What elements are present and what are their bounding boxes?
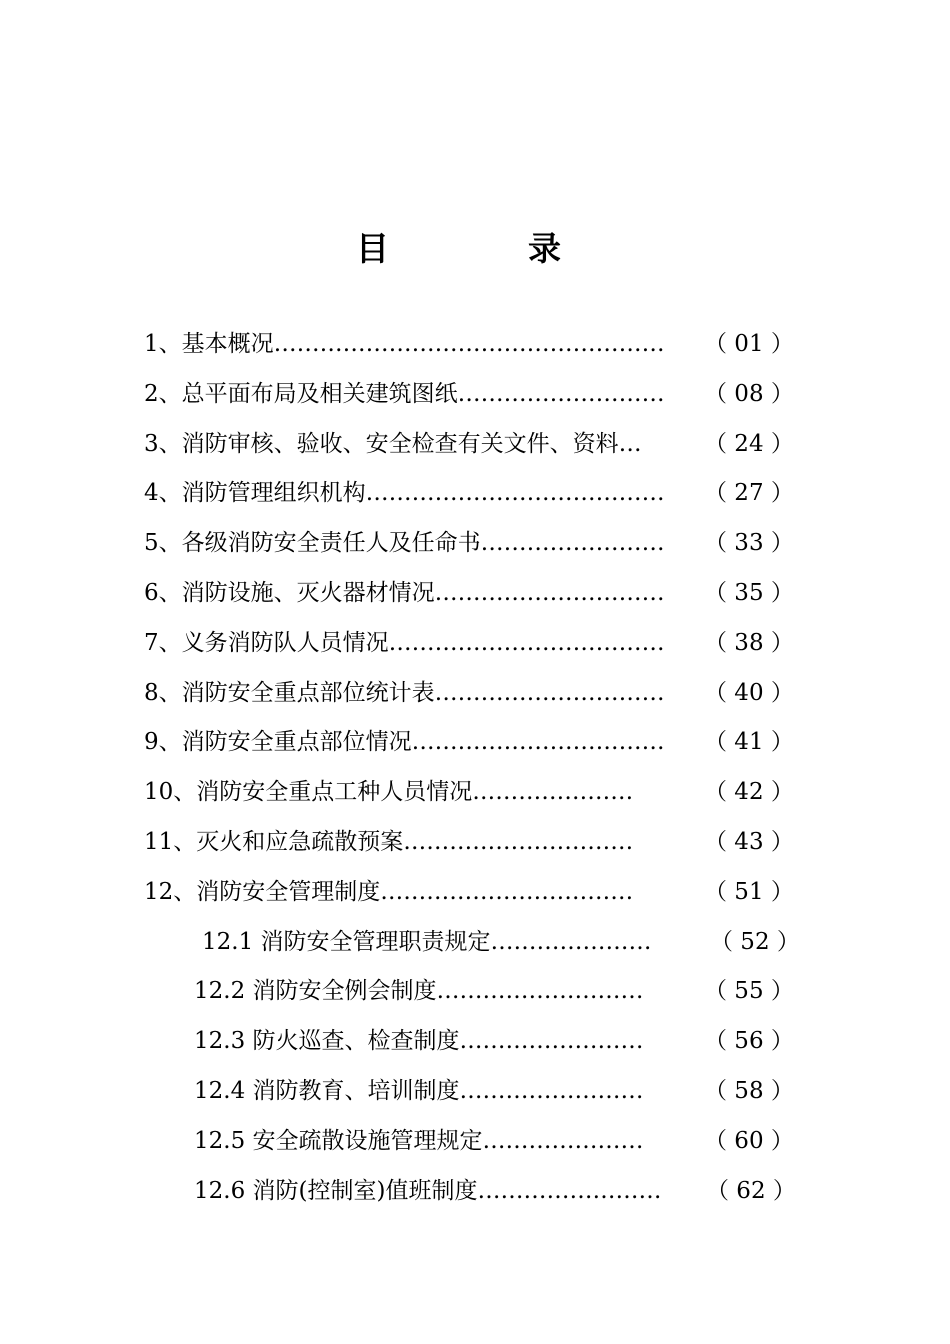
toc-item-2[interactable] <box>0 370 950 420</box>
toc-entry-text: 8、消防安全重点部位统计表………………………… <box>144 679 665 706</box>
toc-item-3[interactable] <box>0 420 950 470</box>
toc-page-number: （ 62 ） <box>706 1177 796 1204</box>
toc-entry-text: 12.4 消防教育、培训制度…………………… <box>194 1077 644 1104</box>
toc-item-4[interactable] <box>0 469 950 519</box>
toc-page-number: （ 27 ） <box>704 480 794 507</box>
toc-entry-text: 12.6 消防(控制室)值班制度…………………… <box>194 1177 662 1204</box>
toc-item-12-1[interactable] <box>0 918 950 968</box>
table-of-contents <box>0 320 950 1216</box>
toc-entry-text: 6、消防设施、灭火器材情况………………………… <box>144 579 665 606</box>
toc-entry-text: 7、义务消防队人员情况……………………………… <box>144 629 665 656</box>
toc-item-12-3[interactable] <box>0 1017 950 1067</box>
toc-item-12-2[interactable] <box>0 967 950 1017</box>
toc-entry-text: 4、消防管理组织机构………………………………… <box>144 480 665 507</box>
toc-item-6[interactable] <box>0 569 950 619</box>
toc-entry-text: 11、灭火和应急疏散预案………………………… <box>144 828 634 855</box>
toc-page-number: （ 56 ） <box>704 1028 794 1055</box>
toc-entry-text: 12.3 防火巡查、检查制度…………………… <box>194 1028 644 1055</box>
toc-page-number: （ 33 ） <box>704 530 794 557</box>
toc-page-number: （ 55 ） <box>704 978 794 1005</box>
toc-entry-text: 9、消防安全重点部位情况…………………………… <box>144 729 665 756</box>
toc-page-number: （ 24 ） <box>704 430 794 457</box>
toc-item-12-4[interactable] <box>0 1067 950 1117</box>
toc-entry-text: 10、消防安全重点工种人员情况………………… <box>144 779 634 806</box>
toc-entry-text: 1、基本概况…………………………………………… <box>144 331 665 357</box>
toc-item-11[interactable] <box>0 818 950 868</box>
toc-entry-text: 12、消防安全管理制度…………………………… <box>144 878 634 905</box>
toc-page-number: （ 60 ） <box>704 1127 794 1154</box>
title-char-2: 录 <box>528 229 561 268</box>
toc-page-number: （ 41 ） <box>704 729 794 756</box>
toc-page-number: （ 01 ） <box>704 331 794 357</box>
toc-item-8[interactable] <box>0 669 950 719</box>
toc-item-12-5[interactable] <box>0 1117 950 1167</box>
toc-page-number: （ 42 ） <box>704 779 794 806</box>
toc-entry-text: 5、各级消防安全责任人及任命书…………………… <box>144 530 665 557</box>
toc-entry-text: 3、消防审核、验收、安全检查有关文件、资料… <box>144 430 642 457</box>
toc-entry-text: 12.1 消防安全管理职责规定………………… <box>202 928 652 955</box>
page-title <box>0 224 950 274</box>
toc-item-12-6[interactable] <box>0 1167 950 1217</box>
toc-page-number: （ 40 ） <box>704 679 794 706</box>
toc-entry-text: 12.2 消防安全例会制度……………………… <box>194 978 644 1005</box>
toc-item-9[interactable] <box>0 718 950 768</box>
title-char-1: 目 <box>356 229 389 268</box>
toc-page-number: （ 38 ） <box>704 629 794 656</box>
toc-item-10[interactable] <box>0 768 950 818</box>
toc-item-12[interactable] <box>0 868 950 918</box>
toc-item-1[interactable] <box>0 320 950 370</box>
toc-page-number: （ 58 ） <box>704 1077 794 1104</box>
toc-item-5[interactable] <box>0 519 950 569</box>
toc-entry-text: 12.5 安全疏散设施管理规定………………… <box>194 1127 644 1154</box>
toc-item-7[interactable] <box>0 619 950 669</box>
toc-page-number: （ 51 ） <box>704 878 794 905</box>
toc-page-number: （ 43 ） <box>704 828 794 855</box>
toc-page-number: （ 52 ） <box>710 928 800 955</box>
toc-page-number: （ 35 ） <box>704 579 794 606</box>
toc-page-number: （ 08 ） <box>704 380 794 407</box>
toc-entry-text: 2、总平面布局及相关建筑图纸……………………… <box>144 380 665 407</box>
